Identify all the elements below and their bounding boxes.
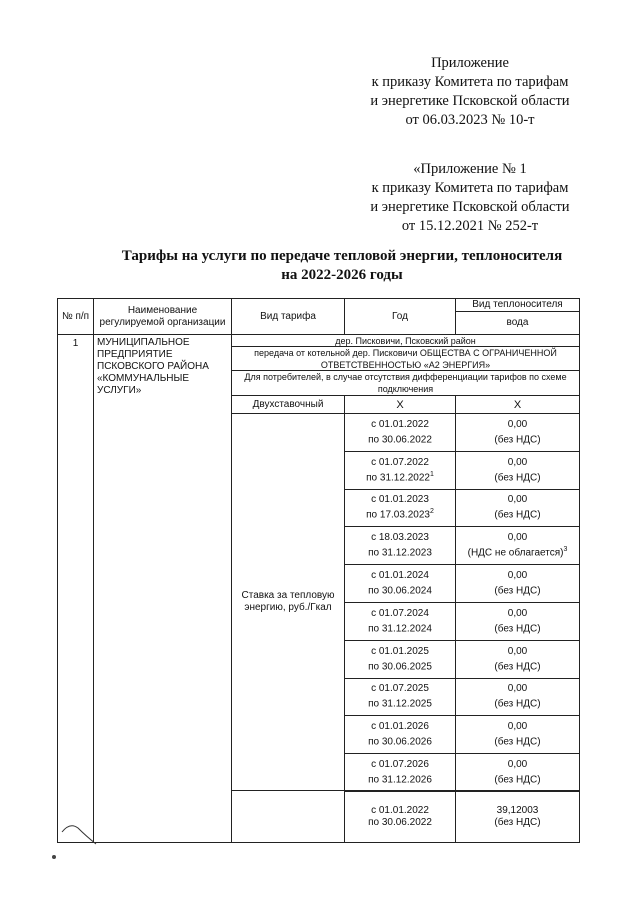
period-from: с 01.01.2024 [371,569,429,581]
period-value: 0,00 [507,607,528,619]
scan-speck [52,855,56,859]
header-number: № п/п [57,298,94,335]
period-value-cell [455,413,580,452]
title-line-1: Тарифы на услуги по передаче тепловой энергии, теплоносителя [121,248,563,264]
previous-annex-header [340,160,600,236]
period-value-cell [455,640,580,679]
period-dates [344,640,456,679]
period-note: (без НДС) [494,660,541,672]
period-note: (без НДС) [494,736,541,748]
period-value-cell [455,678,580,717]
water-x-cell: Х [455,395,580,414]
rate-label: Ставка за тепловую энергию, руб./Гкал [231,413,345,791]
prev-line-1: «Приложение № 1 [413,161,527,177]
period-footnote: 2 [429,508,434,516]
period-note: (без НДС) [494,471,541,483]
period-from: с 01.07.2024 [371,607,429,619]
period-to: по 30.06.2022 [368,434,432,446]
period-note: (без НДС) [494,434,541,446]
row-number: 1 [57,334,94,843]
period-note: (без НДС) [494,698,541,710]
period-value: 0,00 [507,494,528,506]
note-footnote: 3 [563,546,568,554]
period-note: (без НДС) [494,774,541,786]
period-value: 0,00 [507,758,528,770]
period-to: по 30.06.2024 [368,585,432,597]
period-from: с 01.07.2025 [371,683,429,695]
period-value-cell [455,526,580,565]
period-value: 0,00 [507,456,528,468]
period-value: 0,00 [507,532,528,544]
last-period-from: с 01.01.2022 [371,804,429,816]
two-part-tariff: Двухставочный [231,395,345,414]
prev-line-4: от 15.12.2021 № 252-т [401,218,539,234]
annex-header [340,54,600,130]
last-period-value: 39,12003 [496,804,539,816]
period-dates [344,678,456,717]
period-value: 0,00 [507,721,528,733]
period-dates [344,526,456,565]
period-from: с 01.01.2023 [371,494,429,506]
document-title [60,247,624,285]
period-to: по 30.06.2025 [368,660,432,672]
last-period-dates [344,790,456,843]
header-tariff-kind: Вид тарифа [231,298,345,335]
prev-line-2: к приказу Комитета по тарифам [371,180,569,196]
transfer-row: передача от котельной дер. Писковичи ОБЩЕСТВА С ОГРАНИЧЕННОЙ ОТВЕТСТВЕННОСТЬЮ «А2 ЭНЕРГИЯ» [231,346,580,371]
period-dates [344,413,456,452]
period-from: с 18.03.2023 [371,532,429,544]
next-rate-label [231,790,345,843]
header-organization: Наименование регулируемой организации [93,298,232,335]
period-dates [344,753,456,792]
period-to: по 30.06.2026 [368,736,432,748]
period-to: по 31.12.2024 [368,623,432,635]
last-period-to: по 30.06.2022 [368,816,432,828]
header-water: вода [455,311,580,335]
period-from: с 01.01.2026 [371,721,429,733]
period-note: (без НДС) [494,623,541,635]
period-to: по 17.03.2023$^2$ [366,508,434,521]
period-dates [344,715,456,754]
period-from: с 01.07.2022 [371,456,429,468]
period-to: по 31.12.2025 [368,698,432,710]
period-value-cell [455,602,580,641]
period-from: с 01.07.2026 [371,758,429,770]
period-to: по 31.12.2023 [368,547,432,559]
period-footnote: 1 [429,470,434,478]
signature-mark [60,818,100,848]
annex-line-3: и энергетике Псковской области [370,93,570,109]
header-year: Год [344,298,456,335]
year-x-cell: Х [344,395,456,414]
period-value-cell [455,564,580,603]
period-note: (без НДС) [494,509,541,521]
consumers-row: Для потребителей, в случае отсутствия дифференциации тарифов по схеме подключения [231,370,580,396]
period-value: 0,00 [507,569,528,581]
annex-line-2: к приказу Комитета по тарифам [371,74,569,90]
organization-name: МУНИЦИПАЛЬНОЕ ПРЕДПРИЯТИЕ ПСКОВСКОГО РАЙОНА «КОММУНАЛЬНЫЕ УСЛУГИ» [93,334,232,843]
title-line-2: на 2022-2026 годы [281,267,403,283]
period-from: с 01.01.2022 [371,418,429,430]
period-dates [344,564,456,603]
period-value: 0,00 [507,645,528,657]
period-value-cell [455,753,580,792]
annex-line-4: от 06.03.2023 № 10-т [405,112,535,128]
period-dates [344,451,456,490]
period-value-cell [455,451,580,490]
period-note: (НДС не облагается)$^3$ [467,546,568,559]
period-value: 0,00 [507,418,528,430]
location-row: дер. Писковичи, Псковский район [231,334,580,347]
period-dates [344,489,456,528]
period-dates [344,602,456,641]
period-value-cell [455,715,580,754]
header-carrier: Вид теплоносителя [455,298,580,312]
prev-line-3: и энергетике Псковской области [370,199,570,215]
annex-line-1: Приложение [431,55,509,71]
period-value: 0,00 [507,683,528,695]
period-to: по 31.12.2022$^1$ [366,470,434,483]
last-period-value-cell [455,790,580,843]
period-to: по 31.12.2026 [368,774,432,786]
period-from: с 01.01.2025 [371,645,429,657]
period-value-cell [455,489,580,528]
period-note: (без НДС) [494,585,541,597]
last-period-note: (без НДС) [494,816,541,828]
